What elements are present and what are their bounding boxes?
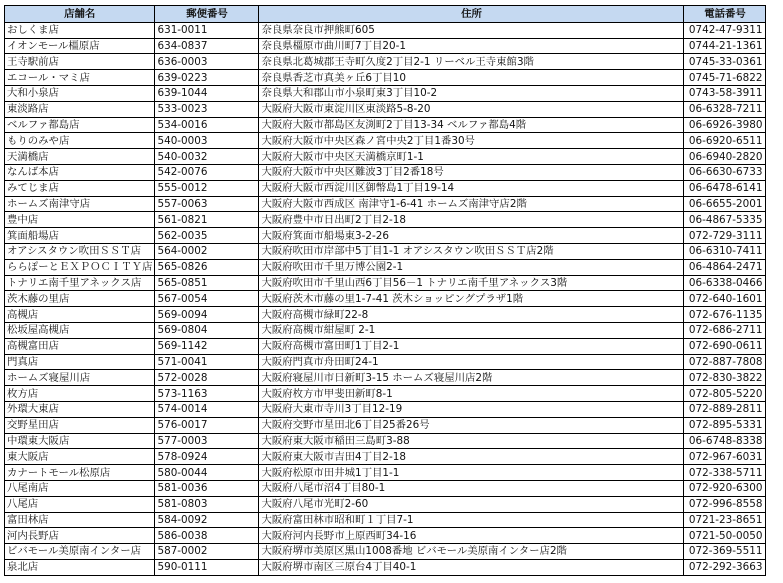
- postal-code-cell[interactable]: 573-1163: [155, 386, 259, 402]
- postal-code-cell[interactable]: 567-0054: [155, 291, 259, 307]
- store-name-cell[interactable]: 枚方店: [5, 386, 155, 402]
- table-row: [5, 291, 766, 307]
- phone-cell[interactable]: 0745-71-6822: [684, 70, 766, 86]
- table-row: [5, 401, 766, 417]
- table-row: [5, 417, 766, 433]
- table-row: [5, 544, 766, 560]
- address-cell[interactable]: 大阪府豊中市日出町2丁目2-18: [259, 212, 684, 228]
- table-row: [5, 196, 766, 212]
- phone-cell[interactable]: 072-895-5331: [684, 417, 766, 433]
- address-cell[interactable]: 大阪府吹田市岸部中5丁目1-1 オアシスタウン吹田ＳＳＴ店2階: [259, 243, 684, 259]
- store-name-cell[interactable]: 泉北店: [5, 559, 155, 575]
- postal-code-cell[interactable]: 578-0924: [155, 449, 259, 465]
- address-cell[interactable]: 大阪府交野市星田北6丁目25番26号: [259, 417, 684, 433]
- address-cell[interactable]: 奈良県北葛城郡王寺町久度2丁目2-1 リーベル王寺東館3階: [259, 54, 684, 70]
- phone-cell[interactable]: 06-4867-5335: [684, 212, 766, 228]
- store-name-cell[interactable]: オアシスタウン吹田ＳＳＴ店: [5, 243, 155, 259]
- table-row: [5, 338, 766, 354]
- phone-cell[interactable]: 072-640-1601: [684, 291, 766, 307]
- address-cell[interactable]: 大阪府大阪市中央区難波3丁目2番18号: [259, 164, 684, 180]
- postal-code-cell[interactable]: 577-0003: [155, 433, 259, 449]
- address-cell[interactable]: 大阪府東大阪市吉田4丁目2-18: [259, 449, 684, 465]
- store-name-cell[interactable]: 八尾南店: [5, 480, 155, 496]
- store-name-cell[interactable]: イオンモール橿原店: [5, 38, 155, 54]
- phone-cell[interactable]: 06-6310-7411: [684, 243, 766, 259]
- store-name-cell[interactable]: 松坂屋高槻店: [5, 322, 155, 338]
- table-row: [5, 70, 766, 86]
- postal-code-cell[interactable]: 587-0002: [155, 544, 259, 560]
- address-cell[interactable]: 大阪府箕面市船場東3-2-26: [259, 228, 684, 244]
- table-row: [5, 54, 766, 70]
- table-row: [5, 259, 766, 275]
- postal-code-cell[interactable]: 576-0017: [155, 417, 259, 433]
- store-name-cell[interactable]: トナリエ南千里アネックス店: [5, 275, 155, 291]
- phone-cell[interactable]: 072-805-5220: [684, 386, 766, 402]
- postal-code-cell[interactable]: 540-0003: [155, 133, 259, 149]
- postal-code-cell[interactable]: 634-0837: [155, 38, 259, 54]
- table-row: [5, 512, 766, 528]
- postal-code-cell[interactable]: 565-0826: [155, 259, 259, 275]
- address-cell[interactable]: 大阪府吹田市千里山西6丁目56－1 トナリエ南千里アネックス3階: [259, 275, 684, 291]
- table-row: [5, 275, 766, 291]
- postal-code-cell[interactable]: 569-0094: [155, 307, 259, 323]
- table-row: [5, 149, 766, 165]
- address-cell[interactable]: 大阪府高槻市富田町1丁目2-1: [259, 338, 684, 354]
- table-row: [5, 101, 766, 117]
- phone-cell[interactable]: 0744-21-1361: [684, 38, 766, 54]
- phone-cell[interactable]: 06-6748-8338: [684, 433, 766, 449]
- table-row: [5, 370, 766, 386]
- phone-cell[interactable]: 0743-58-3911: [684, 85, 766, 101]
- address-cell[interactable]: 大阪府門真市舟田町24-1: [259, 354, 684, 370]
- phone-cell[interactable]: 06-6940-2820: [684, 149, 766, 165]
- phone-cell[interactable]: 06-6630-6733: [684, 164, 766, 180]
- store-name-cell[interactable]: 外環大東店: [5, 401, 155, 417]
- postal-code-cell[interactable]: 584-0092: [155, 512, 259, 528]
- postal-code-cell[interactable]: 639-1044: [155, 85, 259, 101]
- address-cell[interactable]: 大阪府大阪市都島区友渕町2丁目13-34 ベルファ都島4階: [259, 117, 684, 133]
- store-name-cell[interactable]: 河内長野店: [5, 528, 155, 544]
- store-name-cell[interactable]: おしくま店: [5, 22, 155, 38]
- postal-code-cell[interactable]: 569-1142: [155, 338, 259, 354]
- address-cell[interactable]: 大阪府河内長野市上原西町34-16: [259, 528, 684, 544]
- table-row: [5, 180, 766, 196]
- postal-code-cell[interactable]: 533-0023: [155, 101, 259, 117]
- postal-code-cell[interactable]: 572-0028: [155, 370, 259, 386]
- store-name-cell[interactable]: 交野星田店: [5, 417, 155, 433]
- phone-cell[interactable]: 072-830-3822: [684, 370, 766, 386]
- phone-cell[interactable]: 072-292-3663: [684, 559, 766, 575]
- store-name-cell[interactable]: 箕面船場店: [5, 228, 155, 244]
- address-cell[interactable]: 大阪府富田林市昭和町１丁目7-1: [259, 512, 684, 528]
- phone-cell[interactable]: 06-6920-6511: [684, 133, 766, 149]
- table-row: [5, 322, 766, 338]
- postal-code-cell[interactable]: 540-0032: [155, 149, 259, 165]
- store-name-cell[interactable]: ららぽーとＥＸＰＯＣＩＴＹ店: [5, 259, 155, 275]
- store-name-cell[interactable]: 豊中店: [5, 212, 155, 228]
- postal-code-cell[interactable]: 574-0014: [155, 401, 259, 417]
- address-cell[interactable]: 大阪府堺市南区三原台4丁目40-1: [259, 559, 684, 575]
- address-cell[interactable]: 奈良県大和郡山市小泉町東3丁目10-2: [259, 85, 684, 101]
- address-cell[interactable]: 大阪府大阪市西成区 南津守1-6-41 ホームズ南津守店2階: [259, 196, 684, 212]
- postal-code-cell[interactable]: 590-0111: [155, 559, 259, 575]
- postal-code-cell[interactable]: 581-0036: [155, 480, 259, 496]
- table-row: [5, 307, 766, 323]
- table-row: [5, 228, 766, 244]
- phone-cell[interactable]: 06-6328-7211: [684, 101, 766, 117]
- address-cell[interactable]: 大阪府八尾市光町2-60: [259, 496, 684, 512]
- phone-cell[interactable]: 072-967-6031: [684, 449, 766, 465]
- phone-cell[interactable]: 072-996-8558: [684, 496, 766, 512]
- store-name-cell[interactable]: ホームズ南津守店: [5, 196, 155, 212]
- phone-cell[interactable]: 072-338-5711: [684, 465, 766, 481]
- phone-cell[interactable]: 0745-33-0361: [684, 54, 766, 70]
- header-address[interactable]: 住所: [259, 6, 684, 23]
- address-cell[interactable]: 大阪府吹田市千里万博公園2-1: [259, 259, 684, 275]
- address-cell[interactable]: 大阪府松原市田井城1丁目1-1: [259, 465, 684, 481]
- phone-cell[interactable]: 072-729-3111: [684, 228, 766, 244]
- postal-code-cell[interactable]: 564-0002: [155, 243, 259, 259]
- header-phone[interactable]: 電話番号: [684, 6, 766, 23]
- store-name-cell[interactable]: 門真店: [5, 354, 155, 370]
- postal-code-cell[interactable]: 542-0076: [155, 164, 259, 180]
- store-name-cell[interactable]: 天満橋店: [5, 149, 155, 165]
- store-name-cell[interactable]: なんば本店: [5, 164, 155, 180]
- address-cell[interactable]: 大阪府寝屋川市日新町3-15 ホームズ寝屋川店2階: [259, 370, 684, 386]
- table-row: [5, 38, 766, 54]
- store-name-cell[interactable]: カナートモール松原店: [5, 465, 155, 481]
- store-name-cell[interactable]: 茨木藤の里店: [5, 291, 155, 307]
- postal-code-cell[interactable]: 569-0804: [155, 322, 259, 338]
- postal-code-cell[interactable]: 561-0821: [155, 212, 259, 228]
- phone-cell[interactable]: 072-686-2711: [684, 322, 766, 338]
- table-row: [5, 496, 766, 512]
- table-row: [5, 559, 766, 575]
- phone-cell[interactable]: 072-889-2811: [684, 401, 766, 417]
- store-name-cell[interactable]: 高槻富田店: [5, 338, 155, 354]
- table-row: [5, 85, 766, 101]
- store-name-cell[interactable]: 八尾店: [5, 496, 155, 512]
- phone-cell[interactable]: 072-887-7808: [684, 354, 766, 370]
- phone-cell[interactable]: 0721-23-8651: [684, 512, 766, 528]
- store-name-cell[interactable]: 富田林店: [5, 512, 155, 528]
- phone-cell[interactable]: 06-6338-0466: [684, 275, 766, 291]
- header-postal-code[interactable]: 郵便番号: [155, 6, 259, 23]
- table-row: [5, 243, 766, 259]
- table-row: [5, 449, 766, 465]
- header-row: [5, 6, 766, 23]
- header-store-name[interactable]: 店舗名: [5, 6, 155, 23]
- table-row: [5, 212, 766, 228]
- phone-cell[interactable]: 06-6655-2001: [684, 196, 766, 212]
- address-cell[interactable]: 大阪府枚方市甲斐田新町8-1: [259, 386, 684, 402]
- address-cell[interactable]: 大阪府茨木市藤の里1-7-41 茨木ショッピングプラザ1階: [259, 291, 684, 307]
- table-row: [5, 22, 766, 38]
- store-name-cell[interactable]: ビバモール美原南インター店: [5, 544, 155, 560]
- address-cell[interactable]: 大阪府大阪市中央区森ノ宮中央2丁目1番30号: [259, 133, 684, 149]
- postal-code-cell[interactable]: 580-0044: [155, 465, 259, 481]
- phone-cell[interactable]: 06-6926-3980: [684, 117, 766, 133]
- table-row: [5, 133, 766, 149]
- address-cell[interactable]: 大阪府高槻市緑町22-8: [259, 307, 684, 323]
- table-row: [5, 164, 766, 180]
- address-cell[interactable]: 奈良県香芝市真美ヶ丘6丁目10: [259, 70, 684, 86]
- postal-code-cell[interactable]: 636-0003: [155, 54, 259, 70]
- phone-cell[interactable]: 0742-47-9311: [684, 22, 766, 38]
- postal-code-cell[interactable]: 555-0012: [155, 180, 259, 196]
- postal-code-cell[interactable]: 639-0223: [155, 70, 259, 86]
- address-cell[interactable]: 大阪府東大阪市稲田三島町3-88: [259, 433, 684, 449]
- table-row: [5, 528, 766, 544]
- store-name-cell[interactable]: 東大阪店: [5, 449, 155, 465]
- address-cell[interactable]: 大阪府八尾市沼4丁目80-1: [259, 480, 684, 496]
- postal-code-cell[interactable]: 565-0851: [155, 275, 259, 291]
- postal-code-cell[interactable]: 586-0038: [155, 528, 259, 544]
- table-row: [5, 117, 766, 133]
- store-name-cell[interactable]: 王寺駅前店: [5, 54, 155, 70]
- address-cell[interactable]: 大阪府大阪市西淀川区御幣島1丁目19-14: [259, 180, 684, 196]
- phone-cell[interactable]: 0721-50-0050: [684, 528, 766, 544]
- address-cell[interactable]: 大阪府大阪市東淀川区東淡路5-8-20: [259, 101, 684, 117]
- address-cell[interactable]: 大阪府高槻市紺屋町 2-1: [259, 322, 684, 338]
- table-row: [5, 465, 766, 481]
- store-name-cell[interactable]: 高槻店: [5, 307, 155, 323]
- address-cell[interactable]: 大阪府大東市寺川3丁目12-19: [259, 401, 684, 417]
- phone-cell[interactable]: 06-6478-6141: [684, 180, 766, 196]
- postal-code-cell[interactable]: 631-0011: [155, 22, 259, 38]
- store-name-cell[interactable]: 東淡路店: [5, 101, 155, 117]
- table-row: [5, 433, 766, 449]
- phone-cell[interactable]: 072-920-6300: [684, 480, 766, 496]
- address-cell[interactable]: 大阪府堺市美原区黒山1008番地 ビバモール美原南インター店2階: [259, 544, 684, 560]
- store-name-cell[interactable]: みてじま店: [5, 180, 155, 196]
- table-row: [5, 354, 766, 370]
- table-row: [5, 480, 766, 496]
- phone-cell[interactable]: 072-690-0611: [684, 338, 766, 354]
- store-name-cell[interactable]: ベルファ都島店: [5, 117, 155, 133]
- address-cell[interactable]: 奈良県奈良市押熊町605: [259, 22, 684, 38]
- phone-cell[interactable]: 072-676-1135: [684, 307, 766, 323]
- postal-code-cell[interactable]: 557-0063: [155, 196, 259, 212]
- postal-code-cell[interactable]: 562-0035: [155, 228, 259, 244]
- phone-cell[interactable]: 072-369-5511: [684, 544, 766, 560]
- postal-code-cell[interactable]: 571-0041: [155, 354, 259, 370]
- address-cell[interactable]: 大阪府大阪市中央区天満橋京町1-1: [259, 149, 684, 165]
- address-cell[interactable]: 奈良県橿原市曲川町7丁目20-1: [259, 38, 684, 54]
- store-name-cell[interactable]: もりのみや店: [5, 133, 155, 149]
- phone-cell[interactable]: 06-4864-2471: [684, 259, 766, 275]
- postal-code-cell[interactable]: 534-0016: [155, 117, 259, 133]
- store-name-cell[interactable]: 大和小泉店: [5, 85, 155, 101]
- store-name-cell[interactable]: 中環東大阪店: [5, 433, 155, 449]
- postal-code-cell[interactable]: 581-0803: [155, 496, 259, 512]
- store-name-cell[interactable]: ホームズ寝屋川店: [5, 370, 155, 386]
- table-row: [5, 386, 766, 402]
- store-name-cell[interactable]: エコール・マミ店: [5, 70, 155, 86]
- store-list-table: [4, 5, 766, 576]
